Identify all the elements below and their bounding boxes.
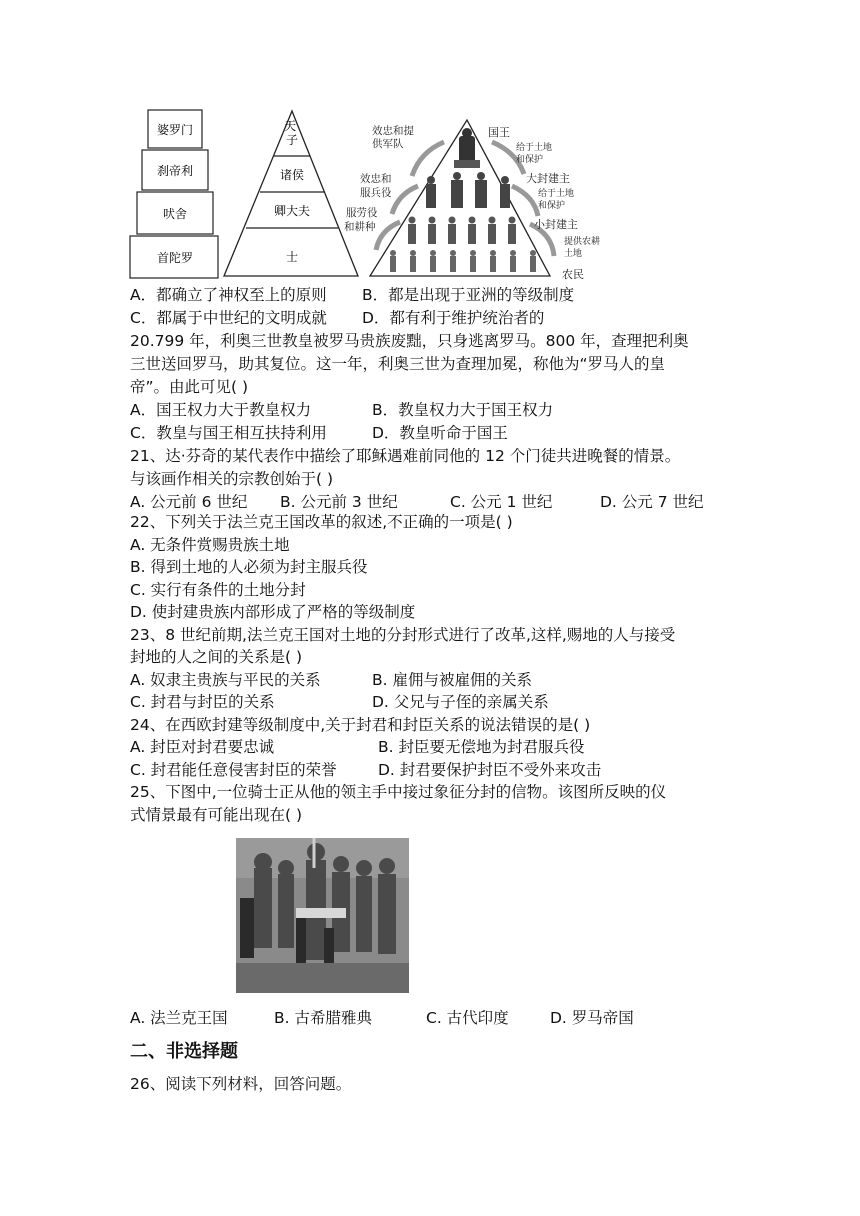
q24-option-c[interactable]: C. 封君能任意侵害封臣的荣誉 [130,761,337,779]
caste-diagram [128,108,220,280]
feudal-role-peasant: 农民 [562,268,584,281]
feudal-down-label-3: 提供农耕土地 [564,237,601,259]
knight-ceremony-illustration [236,838,409,993]
zhou-tier-2: 诸侯 [279,168,305,182]
q23-option-c[interactable]: C. 封君与封臣的关系 [130,693,275,711]
q19-option-b[interactable]: B．都是出现于亚洲的等级制度 [362,286,575,304]
q21-option-b[interactable]: B. 公元前 3 世纪 [280,493,398,511]
knight-ceremony-image [236,838,409,993]
zhou-tier-1-label-2: 子 [285,133,299,147]
q20-stem-3: 帝”。由此可见( ) [130,378,249,396]
feudal-role-great-lord: 大封建主 [526,172,570,185]
q25-option-d[interactable]: D. 罗马帝国 [550,1009,634,1027]
feudal-up-label-3: 服劳役和耕种 [344,207,378,233]
feudal-down-label-2: 给于土地和保护 [538,189,575,211]
caste-tier-2: 刹帝利 [156,164,194,178]
caste-tier-1: 婆罗门 [156,123,194,137]
q24-option-b[interactable]: B. 封臣要无偿地为封君服兵役 [378,738,585,756]
q20-stem-2: 三世送回罗马，助其复位。这一年，利奥三世为查理加冕，称他为“罗马人的皇 [130,355,666,373]
q22-option-a[interactable]: A. 无条件赏赐贵族土地 [130,536,290,554]
q22-option-c[interactable]: C. 实行有条件的土地分封 [130,581,306,599]
q24-option-a[interactable]: A. 封臣对封君要忠诚 [130,738,275,756]
q24-option-d[interactable]: D. 封君要保护封臣不受外来攻击 [378,761,602,779]
q25-stem-1: 25、下图中,一位骑士正从他的领主手中接过象征分封的信物。该图所反映的仪 [130,783,667,801]
q25-stem-2: 式情景最有可能出现在( ) [130,806,303,824]
q19-option-d[interactable]: D．都有利于维护统治者的 [362,309,545,327]
feudal-pyramid-diagram [340,116,602,282]
q21-option-d[interactable]: D. 公元 7 世纪 [600,493,704,511]
q21-option-c[interactable]: C. 公元 1 世纪 [450,493,553,511]
q23-stem-2: 封地的人之间的关系是( ) [130,648,303,666]
q24-stem: 24、在西欧封建等级制度中,关于封君和封臣关系的说法错误的是( ) [130,716,591,734]
q19-option-c[interactable]: C．都属于中世纪的文明成就 [130,309,327,327]
q25-option-a[interactable]: A. 法兰克王国 [130,1009,228,1027]
q25-option-c[interactable]: C. 古代印度 [426,1009,509,1027]
q20-option-b[interactable]: B．教皇权力大于国王权力 [372,401,554,419]
q21-option-a[interactable]: A. 公元前 6 世纪 [130,493,248,511]
q23-option-a[interactable]: A. 奴隶主贵族与平民的关系 [130,671,321,689]
q19-option-a[interactable]: A．都确立了神权至上的原则 [130,286,327,304]
zhou-tier-4: 士 [285,250,299,264]
section-title-non-choice: 二、非选择题 [130,1041,238,1062]
zhou-tier-1 [284,119,300,147]
zhou-tier-1-label: 天 [284,119,297,133]
q22-stem: 22、下列关于法兰克王国改革的叙述,不正确的一项是( ) [130,513,513,531]
q23-option-b[interactable]: B. 雇佣与被雇佣的关系 [372,671,532,689]
q26-stem: 26、阅读下列材料，回答问题。 [130,1075,352,1093]
q21-stem-1: 21、达·芬奇的某代表作中描绘了耶稣遇难前同他的 12 个门徒共进晚餐的情景。 [130,447,681,465]
feudal-down-label-1: 给于土地和保护 [516,143,553,165]
caste-tier-4: 首陀罗 [156,251,194,265]
q20-stem-1: 20.799 年，利奥三世教皇被罗马贵族废黜，只身逃离罗马。800 年，查理把利奥 [130,332,689,350]
q23-option-d[interactable]: D. 父兄与子侄的亲属关系 [372,693,549,711]
q20-option-c[interactable]: C．教皇与国王相互扶持利用 [130,424,327,442]
q22-option-b[interactable]: B. 得到土地的人必须为封主服兵役 [130,558,368,576]
caste-tier-3: 吠舍 [162,207,188,221]
q20-option-a[interactable]: A．国王权力大于教皇权力 [130,401,312,419]
feudal-role-small-lord: 小封建主 [534,218,578,231]
feudal-role-king: 国王 [488,126,510,139]
q21-stem-2: 与该画作相关的宗教创始于( ) [130,470,334,488]
q25-option-b[interactable]: B. 古希腊雅典 [274,1009,372,1027]
q22-option-d[interactable]: D. 使封建贵族内部形成了严格的等级制度 [130,603,416,621]
feudal-up-label-2: 效忠和服兵役 [360,173,392,199]
feudal-up-label-1: 效忠和提供军队 [372,125,414,150]
q23-stem-1: 23、8 世纪前期,法兰克王国对土地的分封形式进行了改革,这样,赐地的人与接受 [130,626,676,644]
q20-option-d[interactable]: D．教皇听命于国王 [372,424,508,442]
zhou-tier-3: 卿大夫 [273,204,311,218]
